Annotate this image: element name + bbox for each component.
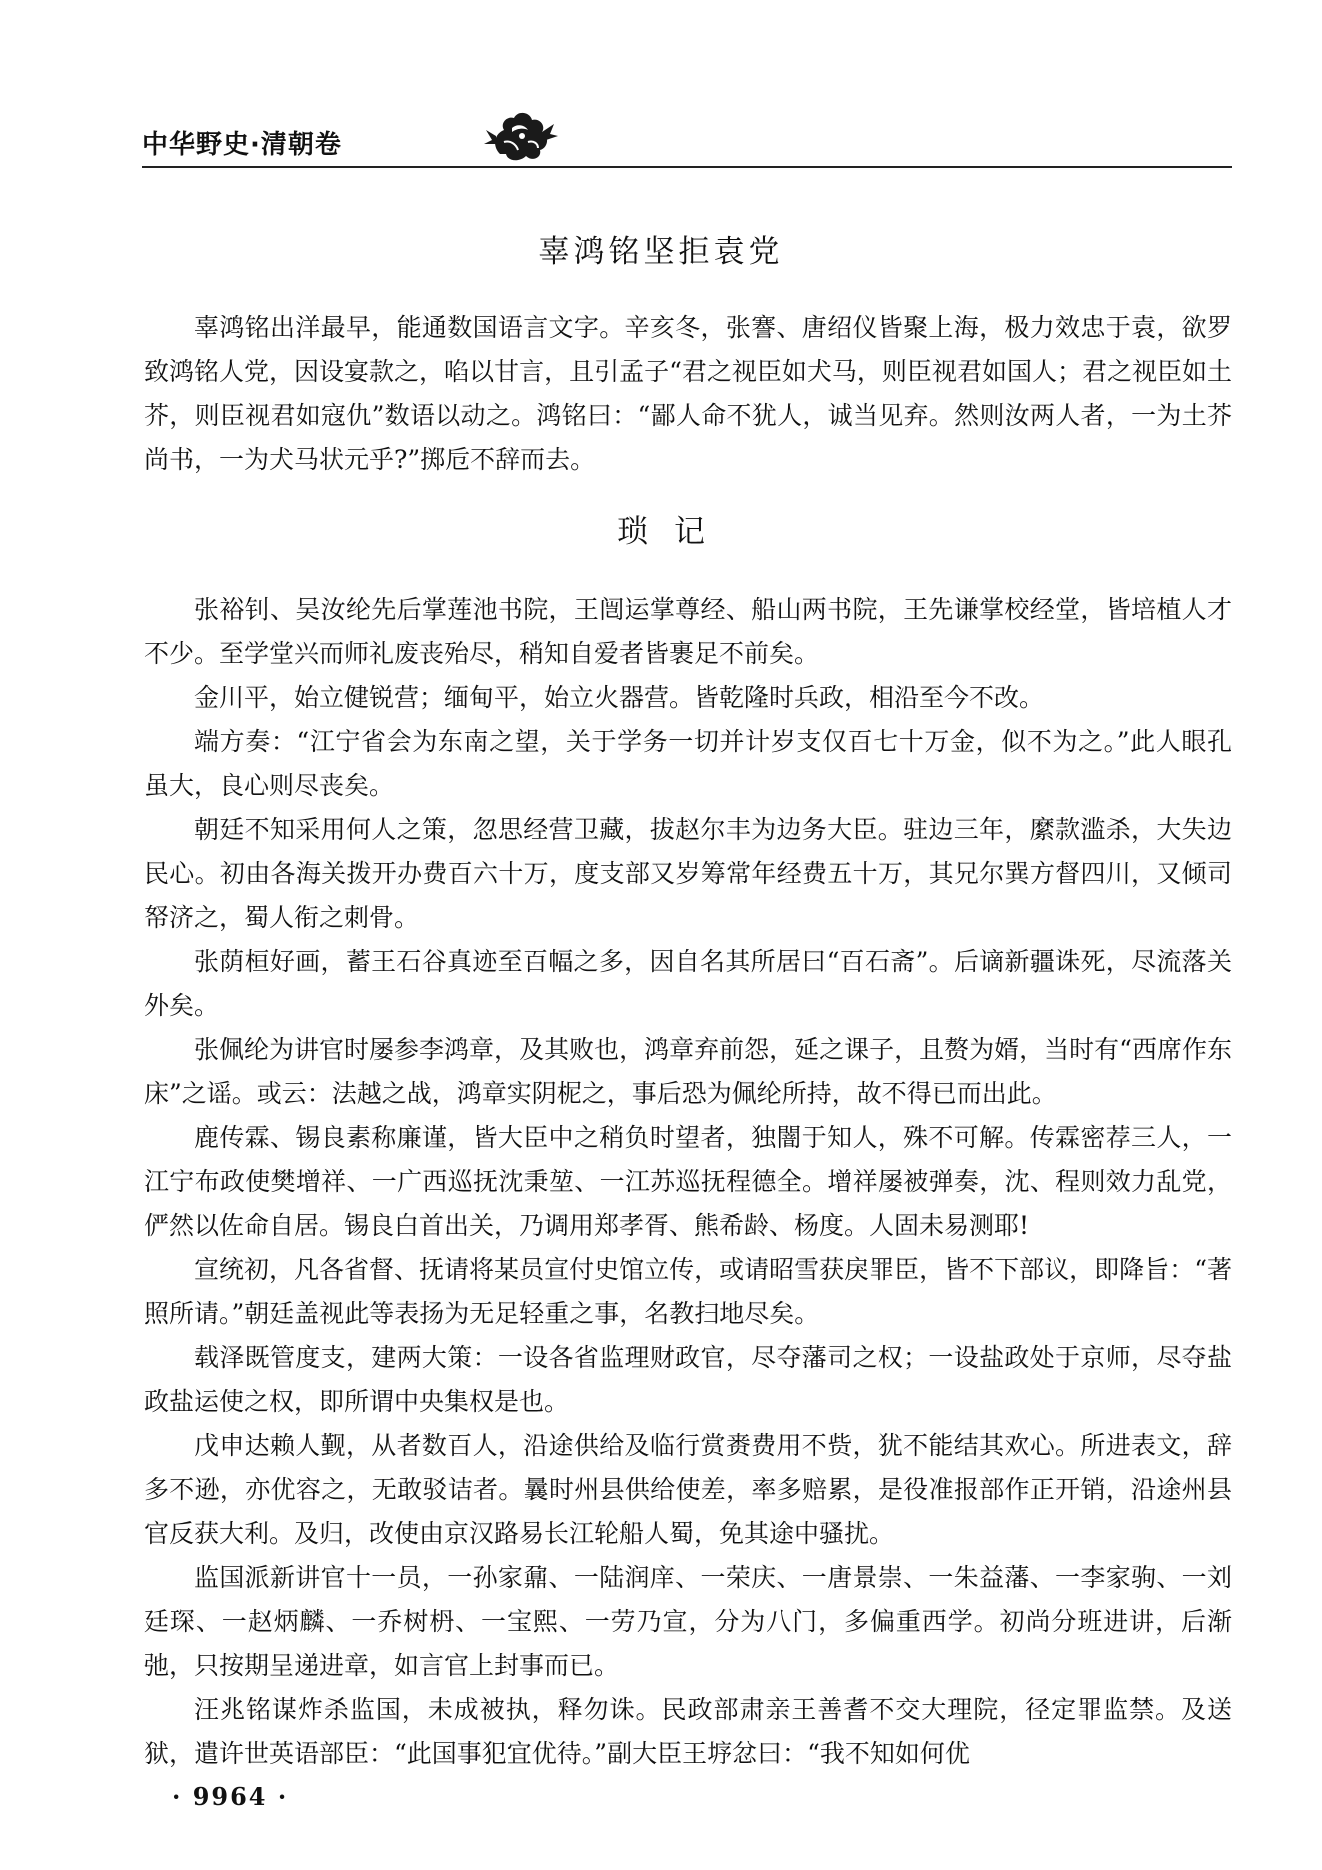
paragraph: 张裕钊、吴汝纶先后掌莲池书院，王闿运掌尊经、船山两书院，王先谦掌校经堂，皆培植人才不少。至学堂兴而师礼废丧殆尽，稍知自爱者皆裹足不前矣。 [144, 595, 1232, 668]
paragraph: 辜鸿铭出洋最早，能通数国语言文字。辛亥冬，张謇、唐绍仪皆聚上海，极力效忠于袁，欲罗致鸿铭人党，因设宴款之，啗以甘言，且引孟子“君之视臣如犬马，则臣视君如国人；君之视臣如土芥，则臣视君如寇仇”数语以动之。鸿铭曰：“鄙人命不犹人，诚当见弃。然则汝两人者，一为土芥尚书，一为犬马状元乎?”掷卮不辞而去。 [144, 313, 1232, 474]
paragraph: 张荫桓好画，蓄王石谷真迹至百幅之多，因自名其所居曰“百石斋”。后谪新疆诛死，尽流落关外矣。 [144, 947, 1232, 1020]
paragraph: 戊申达赖人觐，从者数百人，沿途供给及临行赏赉费用不赀，犹不能结其欢心。所进表文，辞多不逊，亦优容之，无敢驳诘者。曩时州县供给使差，率多赔累，是役准报部作正开销，沿途州县官反获大利。及归，改使由京汉路易长江轮船人蜀，免其途中骚扰。 [144, 1431, 1232, 1548]
article-body [144, 306, 1232, 482]
paragraph: 朝廷不知采用何人之策，忽思经营卫藏，拔赵尔丰为边务大臣。驻边三年，縻款滥杀，大失边民心。初由各海关拨开办费百六十万，度支部又岁筹常年经费五十万，其兄尔巽方督四川，又倾司帑济之，蜀人衔之刺骨。 [144, 815, 1232, 932]
paragraph: 张佩纶为讲官时屡参李鸿章，及其败也，鸿章弃前怨，延之课子，且赘为婿，当时有“西席作东床”之谣。或云：法越之战，鸿章实阴柅之，事后恐为佩纶所持，故不得已而出此。 [144, 1035, 1232, 1108]
dragon-emblem-icon [482, 106, 562, 166]
section-title: 琐记 [617, 514, 731, 550]
paragraph: 载泽既管度支，建两大策：一设各省监理财政官，尽夺藩司之权；一设盐政处于京师，尽夺盐政盐运使之权，即所谓中央集权是也。 [144, 1343, 1232, 1416]
paragraph: 鹿传霖、锡良素称廉谨，皆大臣中之稍负时望者，独闇于知人，殊不可解。传霖密荐三人，一江宁布政使樊增祥、一广西巡抚沈秉堃、一江苏巡抚程德全。增祥屡被弹奏，沈、程则效力乱党，俨然以佐命自居。锡良白首出关，乃调用郑孝胥、熊希龄、杨度。人固未易测耶! [144, 1123, 1232, 1240]
article-title: 辜鸿铭坚拒袁党 [538, 234, 784, 270]
paragraph: 宣统初，凡各省督、抚请将某员宣付史馆立传，或请昭雪获戾罪臣，皆不下部议，即降旨：“著照所请。”朝廷盖视此等表扬为无足轻重之事，名教扫地尽矣。 [144, 1255, 1232, 1328]
running-header [142, 108, 1232, 168]
paragraph: 监国派新讲官十一员，一孙家鼐、一陆润庠、一荣庆、一唐景崇、一朱益藩、一李家驹、一刘廷琛、一赵炳麟、一乔树枬、一宝熙、一劳乃宣，分为八门，多偏重西学。初尚分班进讲，后渐弛，只按期呈递进章，如言官上封事而已。 [144, 1563, 1232, 1680]
page-number: · 9964 · [172, 1782, 289, 1811]
paragraph: 汪兆铭谋炸杀监国，未成被执，释勿诛。民政部肃亲王善耆不交大理院，径定罪监禁。及送狱，遣许世英语部臣：“此国事犯宜优待。”副大臣王垿忿曰：“我不知如何优 [144, 1695, 1232, 1768]
section-body [144, 588, 1232, 1776]
header-rule [142, 166, 1232, 168]
book-title: 中华野史·清朝卷 [142, 130, 342, 160]
paragraph: 端方奏：“江宁省会为东南之望，关于学务一切并计岁支仅百七十万金，似不为之。”此人眼孔虽大，良心则尽丧矣。 [144, 727, 1232, 800]
paragraph: 金川平，始立健锐营；缅甸平，始立火器营。皆乾隆时兵政，相沿至今不改。 [194, 683, 1045, 712]
